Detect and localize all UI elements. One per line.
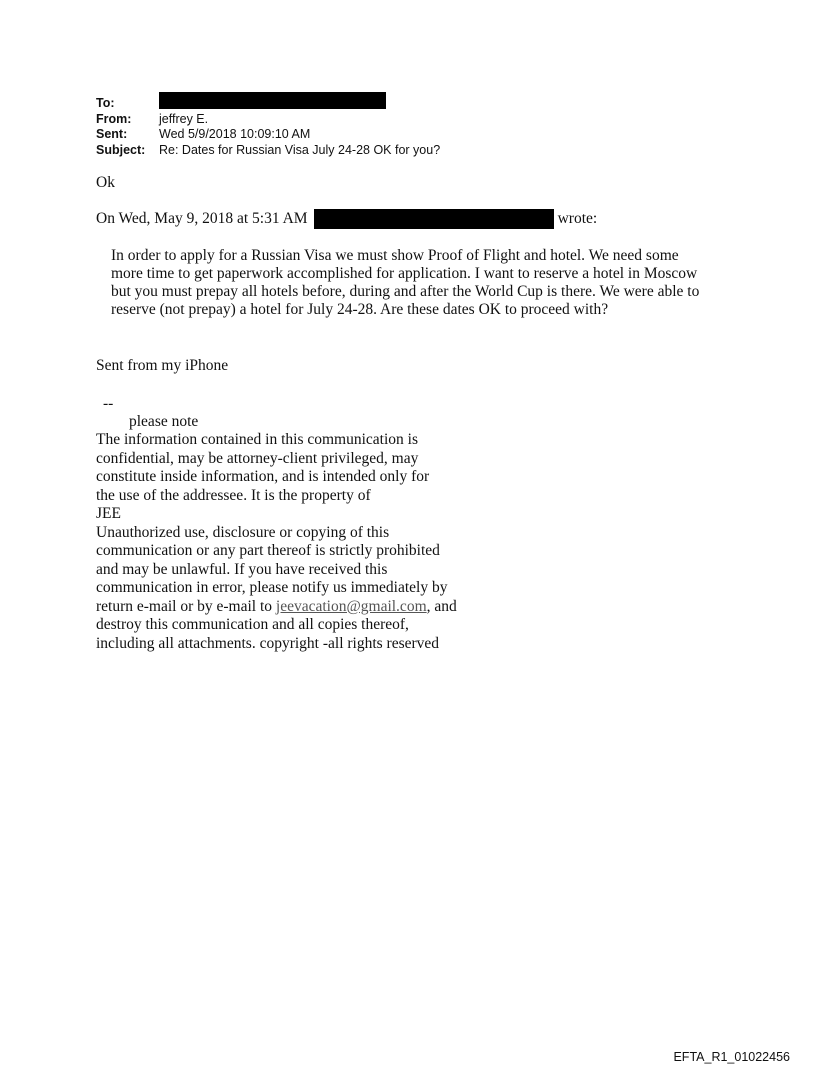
email-line-prefix: return e-mail or by e-mail to (96, 597, 276, 615)
from-row (96, 112, 440, 128)
disclaimer-line: communication or any part thereof is strictly prohibited (96, 542, 440, 559)
disclaimer-line: including all attachments. copyright -all rights reserved (96, 634, 440, 652)
disclaimer-line: JEE (96, 505, 121, 522)
disclaimer-line: constitute inside information, and is intended only for (96, 468, 430, 485)
disclaimer-line: The information contained in this communication is (96, 431, 418, 448)
quote-intro-prefix: On Wed, May 9, 2018 at 5:31 AM (96, 210, 308, 227)
signature-separator: -- (103, 395, 114, 412)
subject-value: Re: Dates for Russian Visa July 24-28 OK for you? (159, 142, 441, 157)
from-label: From: (96, 111, 132, 126)
to-label: To: (96, 96, 115, 110)
disclaimer-line: and may be unlawful. If you have received this (96, 560, 388, 578)
reply-text: Ok (96, 174, 115, 191)
from-value: jeffrey E. (159, 111, 209, 126)
quote-intro-suffix: wrote: (557, 210, 598, 227)
disclaimer-email-line (96, 598, 476, 617)
disclaimer-line: communication in error, please notify us immediately by (96, 579, 448, 596)
redaction-bar-sender (314, 209, 554, 229)
signature: Sent from my iPhone (96, 357, 229, 374)
sent-label: Sent: (96, 127, 128, 141)
subject-label: Subject: (96, 142, 146, 157)
redaction-bar-recipient (159, 92, 386, 109)
disclaimer-line: confidential, may be attorney-client privileged, may (96, 449, 419, 467)
quote-intro (96, 209, 597, 229)
please-note: please note (129, 413, 199, 430)
disclaimer-block (96, 431, 476, 653)
email-link[interactable]: jeevacation@gmail.com (275, 597, 427, 615)
sent-row (96, 127, 440, 143)
disclaimer-line: destroy this communication and all copies thereof, (96, 616, 409, 633)
sent-value: Wed 5/9/2018 10:09:10 AM (159, 127, 311, 141)
subject-row (96, 143, 440, 159)
quoted-message: In order to apply for a Russian Visa we must show Proof of Flight and hotel. We need some more time to get paperwork accomplished for application. I want to reserve a hotel in Moscow but you must prepay all hotels before, during and after the World Cup is there. We were able to reserve (not prepay) a hotel for July 24-28. Are these dates OK to proceed with? (111, 247, 700, 318)
disclaimer-line: Unauthorized use, disclosure or copying of this (96, 523, 390, 541)
email-line-suffix: , and (426, 597, 457, 615)
disclaimer-line: the use of the addressee. It is the property of (96, 486, 371, 504)
document-id: EFTA_R1_01022456 (673, 1050, 790, 1064)
